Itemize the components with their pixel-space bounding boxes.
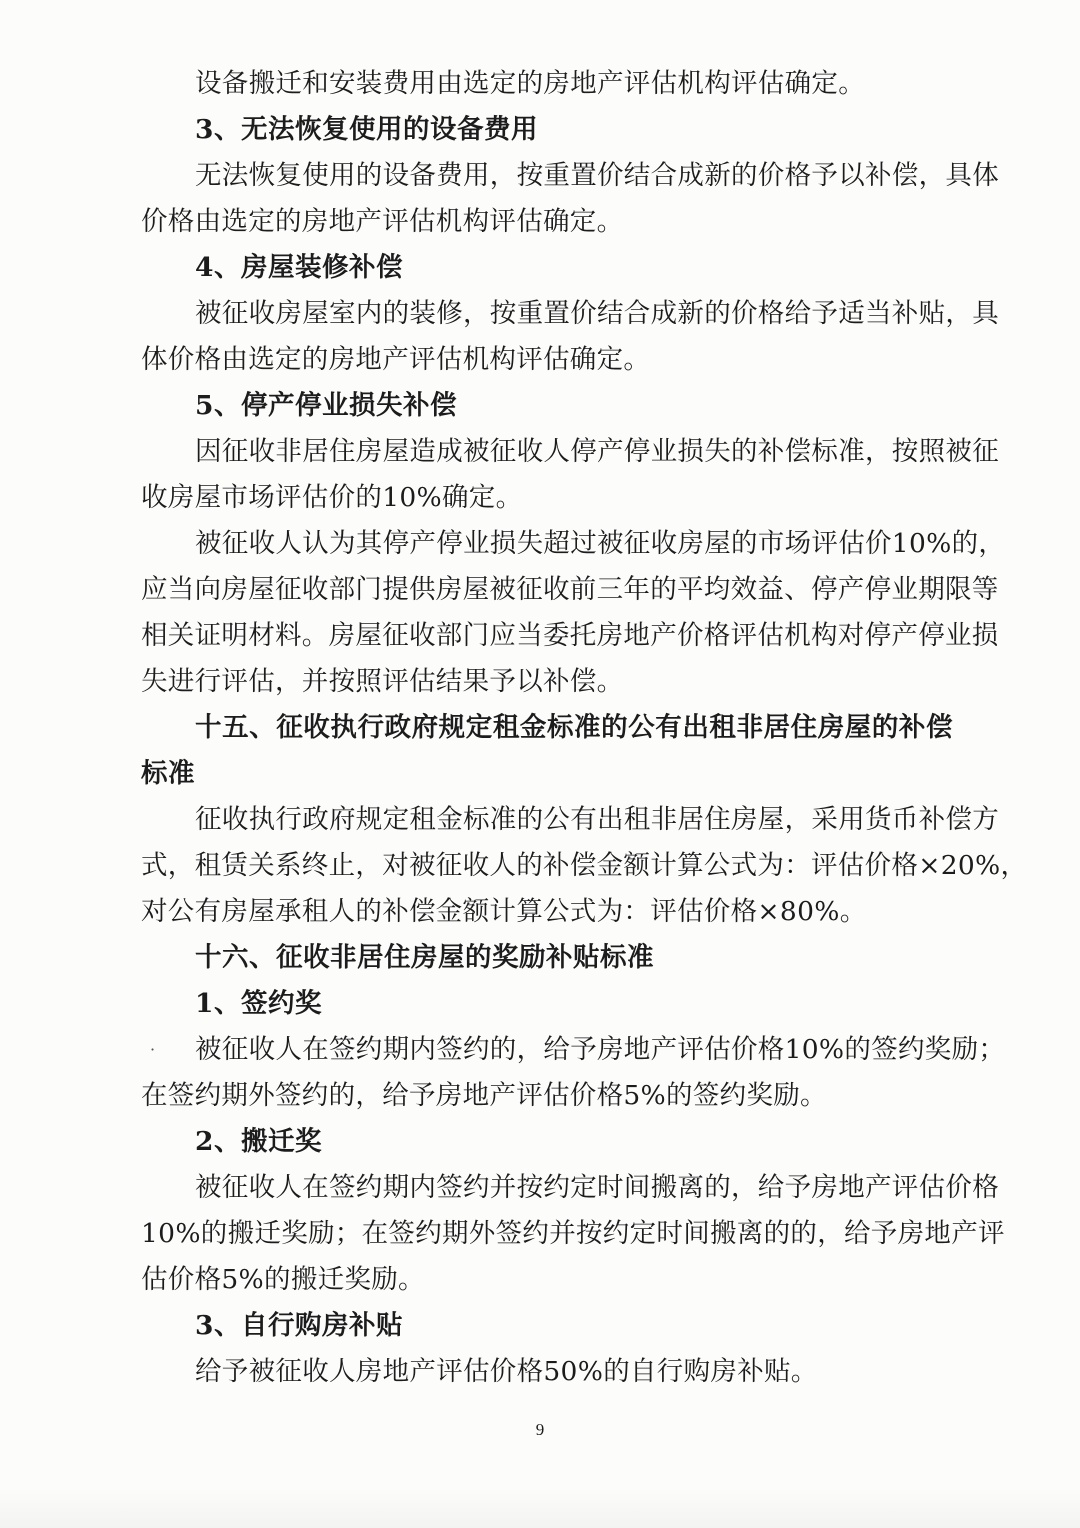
text-line: 征收执行政府规定租金标准的公有出租非居住房屋，采用货币补偿方 (195, 804, 999, 835)
text-line: 被征收人认为其停产停业损失超过被征收房屋的市场评估价10%的， (195, 528, 1006, 559)
text-line: 相关证明材料。房屋征收部门应当委托房地产价格评估机构对停产停业损 (141, 620, 999, 651)
text-line: 收房屋市场评估价的10%确定。 (141, 482, 523, 513)
text-line: 估价格5%的搬迁奖励。 (141, 1264, 425, 1295)
text-line: 在签约期外签约的，给予房地产评估价格5%的签约奖励。 (141, 1080, 827, 1111)
text-line: 被征收人在签约期内签约的，给予房地产评估价格10%的签约奖励； (195, 1034, 1006, 1065)
section-heading: 十五、征收执行政府规定租金标准的公有出租非居住房屋的补偿 (195, 712, 953, 743)
text-line: 设备搬迁和安装费用由选定的房地产评估机构评估确定。 (195, 68, 865, 99)
section-heading: 5、停产停业损失补偿 (195, 390, 457, 421)
section-heading: 4、房屋装修补偿 (195, 252, 403, 283)
section-heading: 1、签约奖 (195, 988, 322, 1019)
text-line: 体价格由选定的房地产评估机构评估确定。 (141, 344, 651, 375)
text-line: 因征收非居住房屋造成被征收人停产停业损失的补偿标准，按照被征 (195, 436, 999, 467)
text-line: 对公有房屋承租人的补偿金额计算公式为：评估价格×80%。 (141, 896, 867, 927)
section-heading: 标准 (141, 758, 195, 789)
section-heading: 2、搬迁奖 (195, 1126, 322, 1157)
text-line: 被征收房屋室内的装修，按重置价结合成新的价格给予适当补贴，具 (195, 298, 999, 329)
section-heading: 3、自行购房补贴 (195, 1310, 403, 1341)
text-line: 无法恢复使用的设备费用，按重置价结合成新的价格予以补偿，具体 (195, 160, 999, 191)
page-number: 9 (535, 1420, 545, 1439)
text-line: 失进行评估，并按照评估结果予以补偿。 (141, 666, 624, 697)
text-line: 式，租赁关系终止，对被征收人的补偿金额计算公式为：评估价格×20%， (141, 850, 1028, 881)
text-line: 10%的搬迁奖励；在签约期外签约并按约定时间搬离的的，给予房地产评 (141, 1218, 1005, 1249)
text-line: 被征收人在签约期内签约并按约定时间搬离的，给予房地产评估价格 (195, 1172, 999, 1203)
section-heading: 十六、征收非居住房屋的奖励补贴标准 (195, 942, 654, 973)
scan-edge (0, 1488, 1080, 1528)
stray-mark: · (150, 1040, 156, 1059)
text-line: 应当向房屋征收部门提供房屋被征收前三年的平均效益、停产停业期限等 (141, 574, 999, 605)
text-line: 价格由选定的房地产评估机构评估确定。 (141, 206, 624, 237)
text-line: 给予被征收人房地产评估价格50%的自行购房补贴。 (195, 1356, 818, 1387)
section-heading: 3、无法恢复使用的设备费用 (195, 114, 538, 145)
